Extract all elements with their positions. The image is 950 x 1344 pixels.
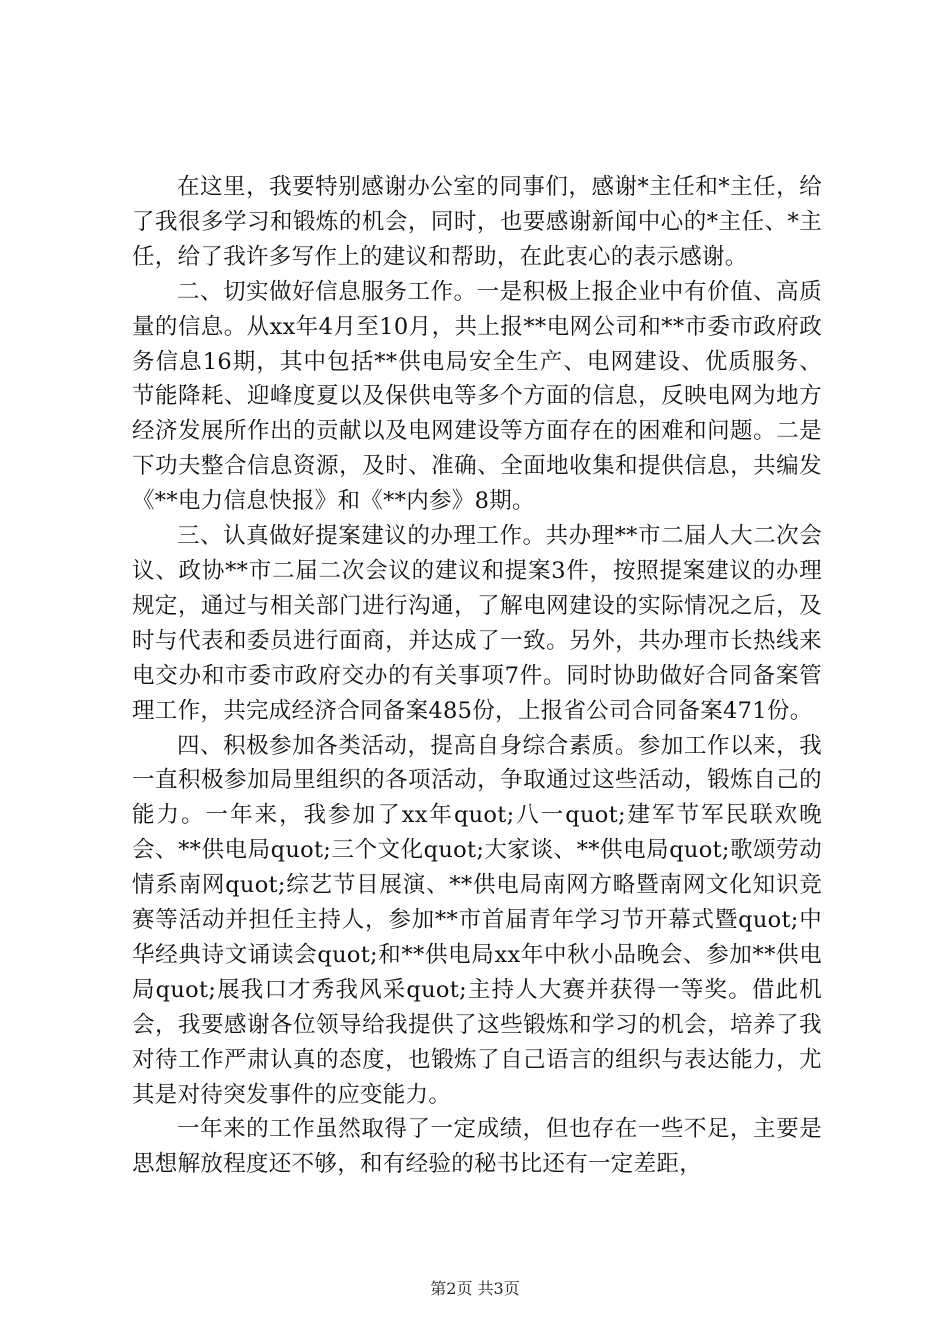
paragraph-activities: 四、积极参加各类活动，提高自身综合素质。参加工作以来，我一直积极参加局里组织的各项活动，争取通过这些活动，锻炼自己的能力。一年来，我参加了xx年quot;八一quot;建军节军民联欢晚会、**供电局quot;三个文化quot;大家谈、**供电局quot;歌颂劳动情系南网quot;综艺节目展演、**供电局南网方略暨南网文化知识竞赛等活动并担任主持人，参加**市首届青年学习节开幕式暨quot;中华经典诗文诵读会quot;和**供电局xx年中秋小品晚会、参加**供电局quot;展我口才秀我风采quot;主持人大赛并获得一等奖。借此机会，我要感谢各位领导给我提供了这些锻炼和学习的机会，培养了我对待工作严肃认真的态度，也锻炼了自己语言的组织与表达能力，尤其是对待突发事件的应变能力。 <box>132 732 822 1108</box>
paragraph-information-service: 二、切实做好信息服务工作。一是积极上报企业中有价值、高质量的信息。从xx年4月至10月，共上报**电网公司和**市委市政府政务信息16期，其中包括**供电局安全生产、电网建设、优质服务、节能降耗、迎峰度夏以及保供电等多个方面的信息，反映电网为地方经济发展所作出的贡献以及电网建设等方面存在的困难和问题。二是下功夫整合信息资源，及时、准确、全面地收集和提供信息，共编发《**电力信息快报》和《**内参》8期。 <box>132 278 822 515</box>
document-body <box>132 170 822 1182</box>
paragraph-proposal-handling: 三、认真做好提案建议的办理工作。共办理**市二届人大二次会议、政协**市二届二次会议的建议和提案3件，按照提案建议的办理规定，通过与相关部门进行沟通，了解电网建设的实际情况之后，及时与代表和委员进行面商，并达成了一致。另外，共办理市长热线来电交办和市委市政府交办的有关事项7件。同时协助做好合同备案管理工作，共完成经济合同备案485份，上报省公司合同备案471份。 <box>132 523 822 724</box>
paragraph-thanks: 在这里，我要特别感谢办公室的同事们，感谢*主任和*主任，给了我很多学习和锻炼的机会，同时，也要感谢新闻中心的*主任、*主任，给了我许多写作上的建议和帮助，在此衷心的表示感谢。 <box>132 174 822 270</box>
paragraph-shortcomings: 一年来的工作虽然取得了一定成绩，但也存在一些不足，主要是思想解放程度还不够，和有经验的秘书比还有一定差距， <box>132 1116 822 1178</box>
page-number-footer: 第2页 共3页 <box>430 1279 520 1298</box>
